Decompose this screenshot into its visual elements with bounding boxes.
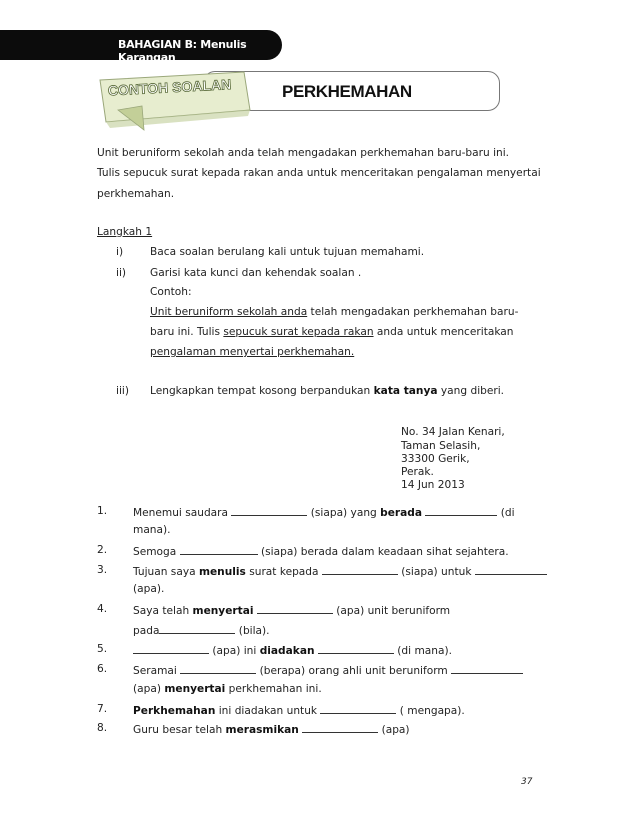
blank-field[interactable] [257, 603, 333, 614]
address-line-1: No. 34 Jalan Kenari, [401, 426, 505, 438]
question-line-3: perkhemahan. [97, 188, 175, 200]
blank-field[interactable] [318, 643, 394, 654]
item-6-text-cont: (apa) menyertai perkhemahan ini. [133, 683, 322, 695]
item-4-text: Saya telah menyertai (apa) unit beruniform [133, 605, 451, 617]
address-line-2: Taman Selasih, [401, 440, 481, 452]
example-line-3: pengalaman menyertai perkhemahan. [150, 346, 355, 358]
section-header-bar [0, 30, 282, 64]
address-line-4: Perak. [401, 466, 434, 478]
blank-field[interactable] [180, 663, 256, 674]
item-4-number: 4. [97, 603, 108, 615]
sticker-label: CONTOH SOALAN [107, 76, 232, 99]
step-ii-number: ii) [116, 267, 127, 279]
blank-field[interactable] [451, 663, 523, 674]
item-3-text: Tujuan saya menulis surat kepada (siapa) untuk [133, 564, 547, 579]
page-title: PERKHEMAHAN [282, 82, 412, 101]
step-i-text: Baca soalan berulang kali untuk tujuan memahami. [150, 246, 425, 258]
blank-field[interactable] [425, 505, 497, 516]
example-label: Contoh: [150, 286, 192, 298]
section-label: BAHAGIAN B: Menulis Karangan [118, 38, 247, 64]
blank-field[interactable] [231, 505, 307, 516]
step-heading: Langkah 1 [97, 226, 153, 238]
item-1-number: 1. [97, 505, 108, 517]
item-1-text-cont: mana). [133, 524, 171, 536]
blank-field[interactable] [475, 564, 547, 575]
address-line-3: 33300 Gerik, [401, 453, 470, 465]
example-line-1: Unit beruniform sekolah anda telah mengadakan perkhemahan baru- [150, 306, 519, 318]
blank-field[interactable] [180, 544, 258, 555]
blank-field[interactable] [322, 564, 398, 575]
question-line-1: Unit beruniform sekolah anda telah mengadakan perkhemahan baru-baru ini. [97, 147, 510, 159]
step-iii-number: iii) [116, 385, 129, 397]
item-1-text: Menemui saudara (siapa) yang berada (di [133, 507, 515, 519]
item-6-text: Seramai (berapa) orang ahli unit beruniform [133, 663, 523, 678]
step-i-number: i) [116, 246, 124, 258]
item-8-text: Guru besar telah merasmikan (apa) [133, 724, 410, 736]
blank-field[interactable] [133, 643, 209, 654]
contoh-soalan-sticker [98, 70, 254, 134]
item-6-number: 6. [97, 663, 108, 675]
step-ii-text: Garisi kata kunci dan kehendak soalan . [150, 267, 362, 279]
item-7-number: 7. [97, 703, 108, 715]
item-5-text: (apa) ini diadakan (di mana). [133, 643, 452, 658]
blank-field[interactable] [302, 722, 378, 733]
item-2-number: 2. [97, 544, 108, 556]
item-7-text: Perkhemahan ini diadakan untuk ( mengapa). [133, 705, 465, 717]
page-number: 37 [521, 777, 533, 787]
item-5-number: 5. [97, 643, 108, 655]
example-line-2: baru ini. Tulis sepucuk surat kepada rakan anda untuk menceritakan [150, 326, 514, 338]
blank-field[interactable] [320, 703, 396, 714]
item-2-text: Semoga (siapa) berada dalam keadaan sihat sejahtera. [133, 546, 509, 558]
address-date: 14 Jun 2013 [401, 479, 465, 491]
blank-field[interactable] [159, 623, 235, 634]
item-4-text-cont: pada (bila). [133, 625, 270, 637]
item-3-text-cont: (apa). [133, 583, 165, 595]
item-8-number: 8. [97, 722, 108, 734]
step-iii-text: Lengkapkan tempat kosong berpandukan kata tanya yang diberi. [150, 385, 505, 397]
item-3-number: 3. [97, 564, 108, 576]
question-line-2: Tulis sepucuk surat kepada rakan anda untuk menceritakan pengalaman menyertai [97, 167, 541, 179]
